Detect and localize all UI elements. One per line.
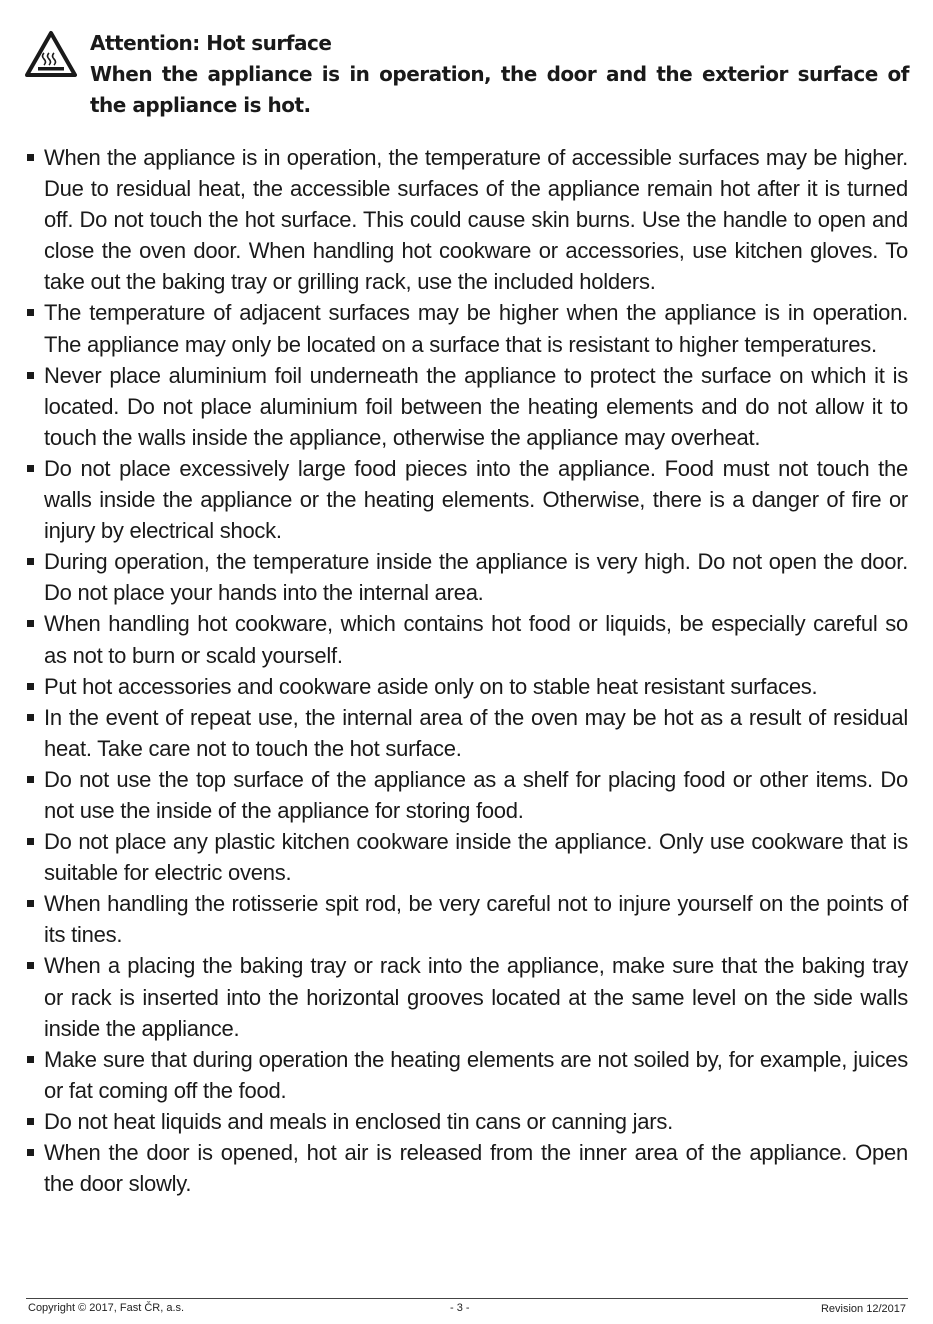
list-item xyxy=(26,546,908,608)
bullet-icon xyxy=(27,1118,34,1125)
list-item-text: Do not place any plastic kitchen cookware inside the appliance. Only use cookware that is suitable for electric ovens. xyxy=(44,829,908,886)
bullet-icon xyxy=(27,776,34,783)
list-item xyxy=(26,888,908,950)
bullet-icon xyxy=(27,154,34,161)
list-item-text: Do not use the top surface of the appliance as a shelf for placing food or other items. Do not use the inside of the appliance for storing food. xyxy=(44,766,908,823)
bullet-icon xyxy=(27,465,34,472)
bullet-icon xyxy=(27,620,34,627)
list-item xyxy=(26,1137,908,1199)
bullet-icon xyxy=(27,309,34,316)
list-item xyxy=(26,297,908,359)
list-item-text: In the event of repeat use, the internal area of the oven may be hot as a result of residual heat. Take care not to touch the hot surface. xyxy=(44,704,908,761)
bullet-icon xyxy=(27,558,34,565)
bullet-icon xyxy=(27,1149,34,1156)
bullet-icon xyxy=(27,962,34,969)
list-item-text: When the door is opened, hot air is released from the inner area of the appliance. Open the door slowly. xyxy=(44,1140,908,1197)
footer-copyright: Copyright © 2017, Fast ČR, a.s. xyxy=(28,1302,185,1314)
bullet-icon xyxy=(27,1056,34,1063)
page-footer xyxy=(26,1298,908,1315)
list-item-text: The temperature of adjacent surfaces may be higher when the appliance is in operation. The appliance may only be located on a surface that is resistant to higher temperatures. xyxy=(44,300,908,357)
list-item xyxy=(26,142,908,297)
bullet-icon xyxy=(27,683,34,690)
footer-revision: Revision 12/2017 xyxy=(820,1303,906,1315)
list-item xyxy=(26,764,908,826)
bullet-icon xyxy=(27,900,34,907)
bullet-icon xyxy=(27,714,34,721)
list-item-text: Put hot accessories and cookware aside only on to stable heat resistant surfaces. xyxy=(44,673,818,699)
list-item xyxy=(26,1044,908,1106)
list-item xyxy=(26,608,908,670)
list-item-text: When the appliance is in operation, the temperature of accessible surfaces may be higher. Due to residual heat, the accessible surfaces of the appliance remain hot after it is turned off. Do not touch the hot surface. This could cause skin burns. Use the handle to open and close the oven door. When handling hot cookware or accessories, use kitchen gloves. To take out the baking tray or grilling rack, use the included holders. xyxy=(44,145,908,295)
hot-surface-warning xyxy=(25,28,909,121)
list-item xyxy=(26,453,908,546)
bullet-icon xyxy=(27,838,34,845)
hot-surface-warning-icon xyxy=(25,30,77,78)
bullet-icon xyxy=(27,372,34,379)
list-item xyxy=(26,671,908,702)
list-item-text: When handling the rotisserie spit rod, be very careful not to injure yourself on the points of its tines. xyxy=(44,891,908,948)
safety-instructions-list xyxy=(26,142,908,1199)
list-item-text: Do not place excessively large food pieces into the appliance. Food must not touch the walls inside the appliance or the heating elements. Otherwise, there is a danger of fire or injury by electrical shock. xyxy=(44,455,908,544)
list-item xyxy=(26,360,908,453)
list-item xyxy=(26,826,908,888)
page-number: - 3 - xyxy=(450,1302,470,1314)
list-item xyxy=(26,702,908,764)
list-item xyxy=(26,1106,908,1137)
list-item-text: Do not heat liquids and meals in enclosed tin cans or canning jars. xyxy=(44,1108,673,1134)
list-item-text: Never place aluminium foil underneath the appliance to protect the surface on which it is located. Do not place aluminium foil between the heating elements and do not allow it to touch the walls inside the appliance, otherwise the appliance may overheat. xyxy=(44,362,908,450)
list-item-text: When handling hot cookware, which contains hot food or liquids, be especially careful so as not to burn or scald yourself. xyxy=(44,611,908,668)
list-item-text: Make sure that during operation the heating elements are not soiled by, for example, juices or fat coming off the food. xyxy=(44,1046,908,1103)
warning-body: When the appliance is in operation, the door and the exterior surface of the appliance is hot. xyxy=(90,62,909,117)
list-item-text: When a placing the baking tray or rack into the appliance, make sure that the baking tray or rack is inserted into the horizontal grooves located at the same level on the side walls inside the appliance. xyxy=(44,953,908,1041)
warning-title: Attention: Hot surface xyxy=(90,31,332,55)
list-item xyxy=(26,950,908,1043)
list-item-text: During operation, the temperature inside the appliance is very high. Do not open the door. Do not place your hands into the internal area. xyxy=(44,549,908,606)
